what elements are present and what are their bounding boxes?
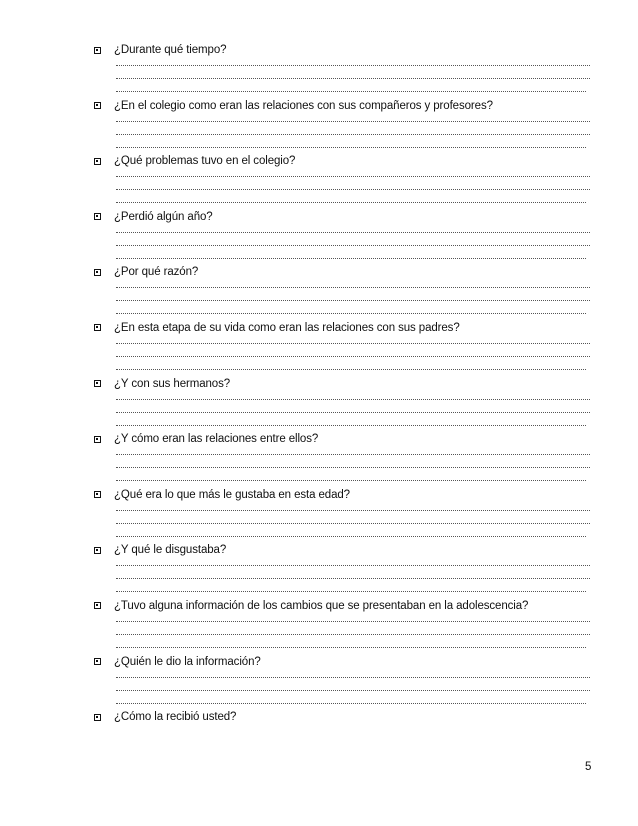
question-line xyxy=(94,374,230,394)
square-bullet-icon xyxy=(94,324,101,331)
square-bullet-icon xyxy=(94,158,101,165)
square-bullet-icon xyxy=(94,436,101,443)
question-item xyxy=(94,374,594,430)
answer-dotted-line xyxy=(116,356,590,357)
answer-dotted-line xyxy=(116,65,590,66)
answer-dotted-line xyxy=(116,287,590,288)
question-text: ¿Qué era lo que más le gustaba en esta edad? xyxy=(114,488,350,501)
answer-dotted-line xyxy=(116,677,590,678)
answer-dotted-line xyxy=(116,232,590,233)
answer-dotted-line xyxy=(116,78,590,79)
answer-dotted-line xyxy=(116,591,586,592)
question-item xyxy=(94,96,594,152)
answer-dotted-line xyxy=(116,510,590,511)
question-text: ¿Perdió algún año? xyxy=(114,210,213,223)
question-line xyxy=(94,540,226,560)
question-text: ¿Y cómo eran las relaciones entre ellos? xyxy=(114,433,319,446)
answer-dotted-line xyxy=(116,647,586,648)
answer-dotted-line xyxy=(116,343,590,344)
question-item xyxy=(94,540,594,596)
answer-dotted-line xyxy=(116,134,590,135)
square-bullet-icon xyxy=(94,658,101,665)
question-item xyxy=(94,40,594,96)
square-bullet-icon xyxy=(94,102,101,109)
question-item xyxy=(94,652,594,708)
answer-dotted-line xyxy=(116,634,590,635)
question-item xyxy=(94,485,594,541)
square-bullet-icon xyxy=(94,213,101,220)
answer-dotted-line xyxy=(116,245,590,246)
answer-dotted-line xyxy=(116,369,586,370)
answer-dotted-line xyxy=(116,202,586,203)
answer-dotted-line xyxy=(116,147,586,148)
answer-dotted-line xyxy=(116,425,586,426)
question-text: ¿Y con sus hermanos? xyxy=(114,377,231,390)
question-line xyxy=(94,40,226,60)
answer-dotted-line xyxy=(116,399,590,400)
question-item xyxy=(94,207,594,263)
answer-dotted-line xyxy=(116,523,590,524)
answer-dotted-line xyxy=(116,91,586,92)
square-bullet-icon xyxy=(94,380,101,387)
question-line xyxy=(94,596,528,616)
square-bullet-icon xyxy=(94,491,101,498)
question-text: ¿Por qué razón? xyxy=(114,266,199,279)
question-line xyxy=(94,262,198,282)
answer-dotted-line xyxy=(116,300,590,301)
question-text: ¿Cómo la recibió usted? xyxy=(114,711,237,724)
question-line xyxy=(94,485,350,505)
answer-dotted-line xyxy=(116,258,586,259)
answer-dotted-line xyxy=(116,621,590,622)
answer-dotted-line xyxy=(116,454,590,455)
question-line xyxy=(94,207,213,227)
answer-dotted-line xyxy=(116,565,590,566)
square-bullet-icon xyxy=(94,547,101,554)
answer-dotted-line xyxy=(116,703,586,704)
question-text: ¿Y qué le disgustaba? xyxy=(114,544,227,557)
question-item xyxy=(94,262,594,318)
answer-dotted-line xyxy=(116,313,586,314)
question-line xyxy=(94,151,295,171)
question-list xyxy=(94,40,594,763)
question-text: ¿Qué problemas tuvo en el colegio? xyxy=(114,155,296,168)
question-item xyxy=(94,707,594,763)
question-text: ¿Tuvo alguna información de los cambios que se presentaban en la adolescencia? xyxy=(114,599,529,612)
question-text: ¿Durante qué tiempo? xyxy=(114,44,227,56)
question-line xyxy=(94,652,261,672)
answer-dotted-line xyxy=(116,536,586,537)
question-line xyxy=(94,96,493,116)
square-bullet-icon xyxy=(94,602,101,609)
question-text: ¿Quién le dio la información? xyxy=(114,655,261,668)
answer-dotted-line xyxy=(116,412,590,413)
answer-dotted-line xyxy=(116,176,590,177)
answer-dotted-line xyxy=(116,121,590,122)
answer-dotted-line xyxy=(116,480,586,481)
question-item xyxy=(94,429,594,485)
question-text: ¿En el colegio como eran las relaciones con sus compañeros y profesores? xyxy=(114,99,493,112)
answer-dotted-line xyxy=(116,189,590,190)
page-number: 5 xyxy=(585,761,592,773)
square-bullet-icon xyxy=(94,269,101,276)
answer-dotted-line xyxy=(116,467,590,468)
question-line xyxy=(94,429,318,449)
square-bullet-icon xyxy=(94,714,101,721)
question-item xyxy=(94,596,594,652)
answer-dotted-line xyxy=(116,690,590,691)
question-text: ¿En esta etapa de su vida como eran las relaciones con sus padres? xyxy=(114,321,460,334)
question-item xyxy=(94,151,594,207)
question-line xyxy=(94,707,236,727)
square-bullet-icon xyxy=(94,47,101,54)
answer-dotted-line xyxy=(116,578,590,579)
question-item xyxy=(94,318,594,374)
question-line xyxy=(94,318,460,338)
